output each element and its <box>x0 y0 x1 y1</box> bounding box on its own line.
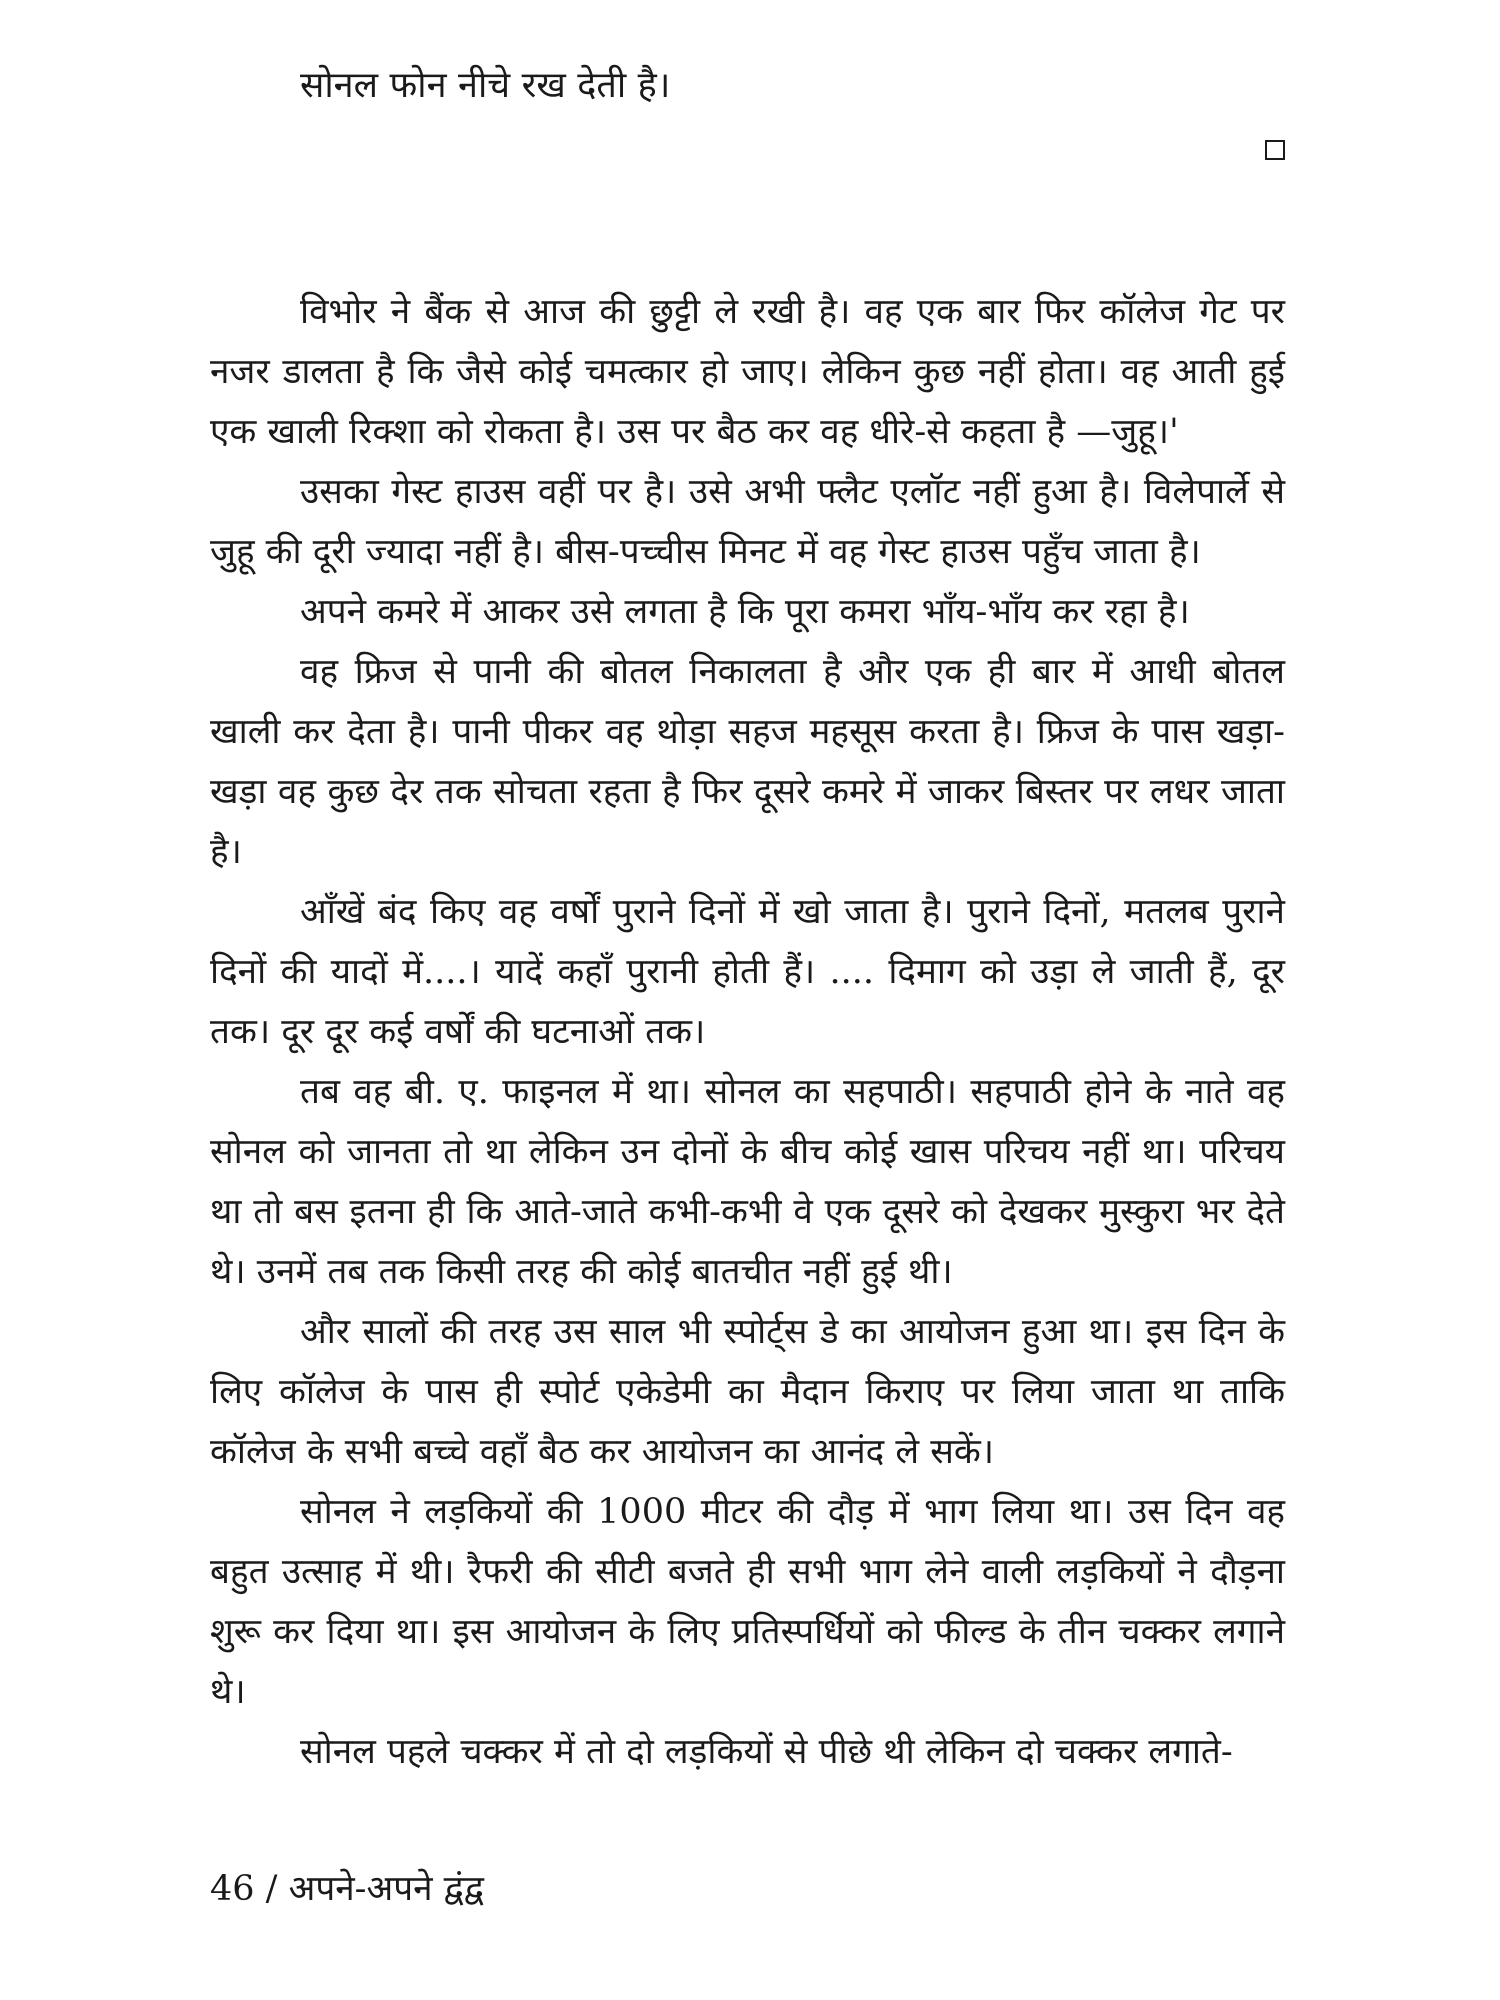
paragraph: तब वह बी. ए. फाइनल में था। सोनल का सहपाठी। सहपाठी होने के नाते वह सोनल को जानता तो था लेकिन उन दोनों के बीच कोई खास परिचय नहीं था। परिचय था तो बस इतना ही कि आते-जाते कभी-कभी वे एक दूसरे को देखकर मुस्कुरा भर देते थे। उनमें तब तक किसी तरह की कोई बातचीत नहीं हुई थी। <box>210 1072 1285 1292</box>
paragraph: आँखें बंद किए वह वर्षों पुराने दिनों में खो जाता है। पुराने दिनों, मतलब पुराने दिनों की यादों में....। यादें कहाँ पुरानी होती हैं। .... दिमाग को उड़ा ले जाती हैं, दूर तक। दूर दूर कई वर्षों की घटनाओं तक। <box>210 892 1285 1052</box>
body-text <box>210 282 1285 1782</box>
opening-line: सोनल फोन नीचे रख देती है। <box>300 65 671 106</box>
paragraph: विभोर ने बैंक से आज की छुट्टी ले रखी है। वह एक बार फिर कॉलेज गेट पर नजर डालता है कि जैसे कोई चमत्कार हो जाए। लेकिन कुछ नहीं होता। वह आती हुई एक खाली रिक्शा को रोकता है। उस पर बैठ कर वह धीरे-से कहता है —जुहू।' <box>210 292 1285 452</box>
paragraph: और सालों की तरह उस साल भी स्पोर्ट्स डे का आयोजन हुआ था। इस दिन के लिए कॉलेज के पास ही स्पोर्ट एकेडेमी का मैदान किराए पर लिया जाता था ताकि कॉलेज के सभी बच्चे वहाँ बैठ कर आयोजन का आनंद ले सकें। <box>210 1312 1285 1472</box>
page-footer: 46 / अपने-अपने द्वंद्व <box>210 1869 484 1909</box>
paragraph: सोनल ने लड़कियों की 1000 मीटर की दौड़ में भाग लिया था। उस दिन वह बहुत उत्साह में थी। रैफरी की सीटी बजते ही सभी भाग लेने वाली लड़कियों ने दौड़ना शुरू कर दिया था। इस आयोजन के लिए प्रतिस्पर्धियों को फील्ड के तीन चक्कर लगाने थे। <box>210 1492 1285 1712</box>
paragraph: वह फ्रिज से पानी की बोतल निकालता है और एक ही बार में आधी बोतल खाली कर देता है। पानी पीकर वह थोड़ा सहज महसूस करता है। फ्रिज के पास खड़ा-खड़ा वह कुछ देर तक सोचता रहता है फिर दूसरे कमरे में जाकर बिस्तर पर लधर जाता है। <box>210 652 1285 872</box>
paragraph: सोनल पहले चक्कर में तो दो लड़कियों से पीछे थी लेकिन दो चक्कर लगाते- <box>300 1732 1233 1772</box>
paragraph: उसका गेस्ट हाउस वहीं पर है। उसे अभी फ्लैट एलॉट नहीं हुआ है। विलेपार्ले से जुहू की दूरी ज्यादा नहीं है। बीस-पच्चीस मिनट में वह गेस्ट हाउस पहुँच जाता है। <box>210 472 1285 572</box>
paragraph: अपने कमरे में आकर उसे लगता है कि पूरा कमरा भाँय-भाँय कर रहा है। <box>300 592 1190 632</box>
section-break-square-icon <box>1265 140 1285 160</box>
